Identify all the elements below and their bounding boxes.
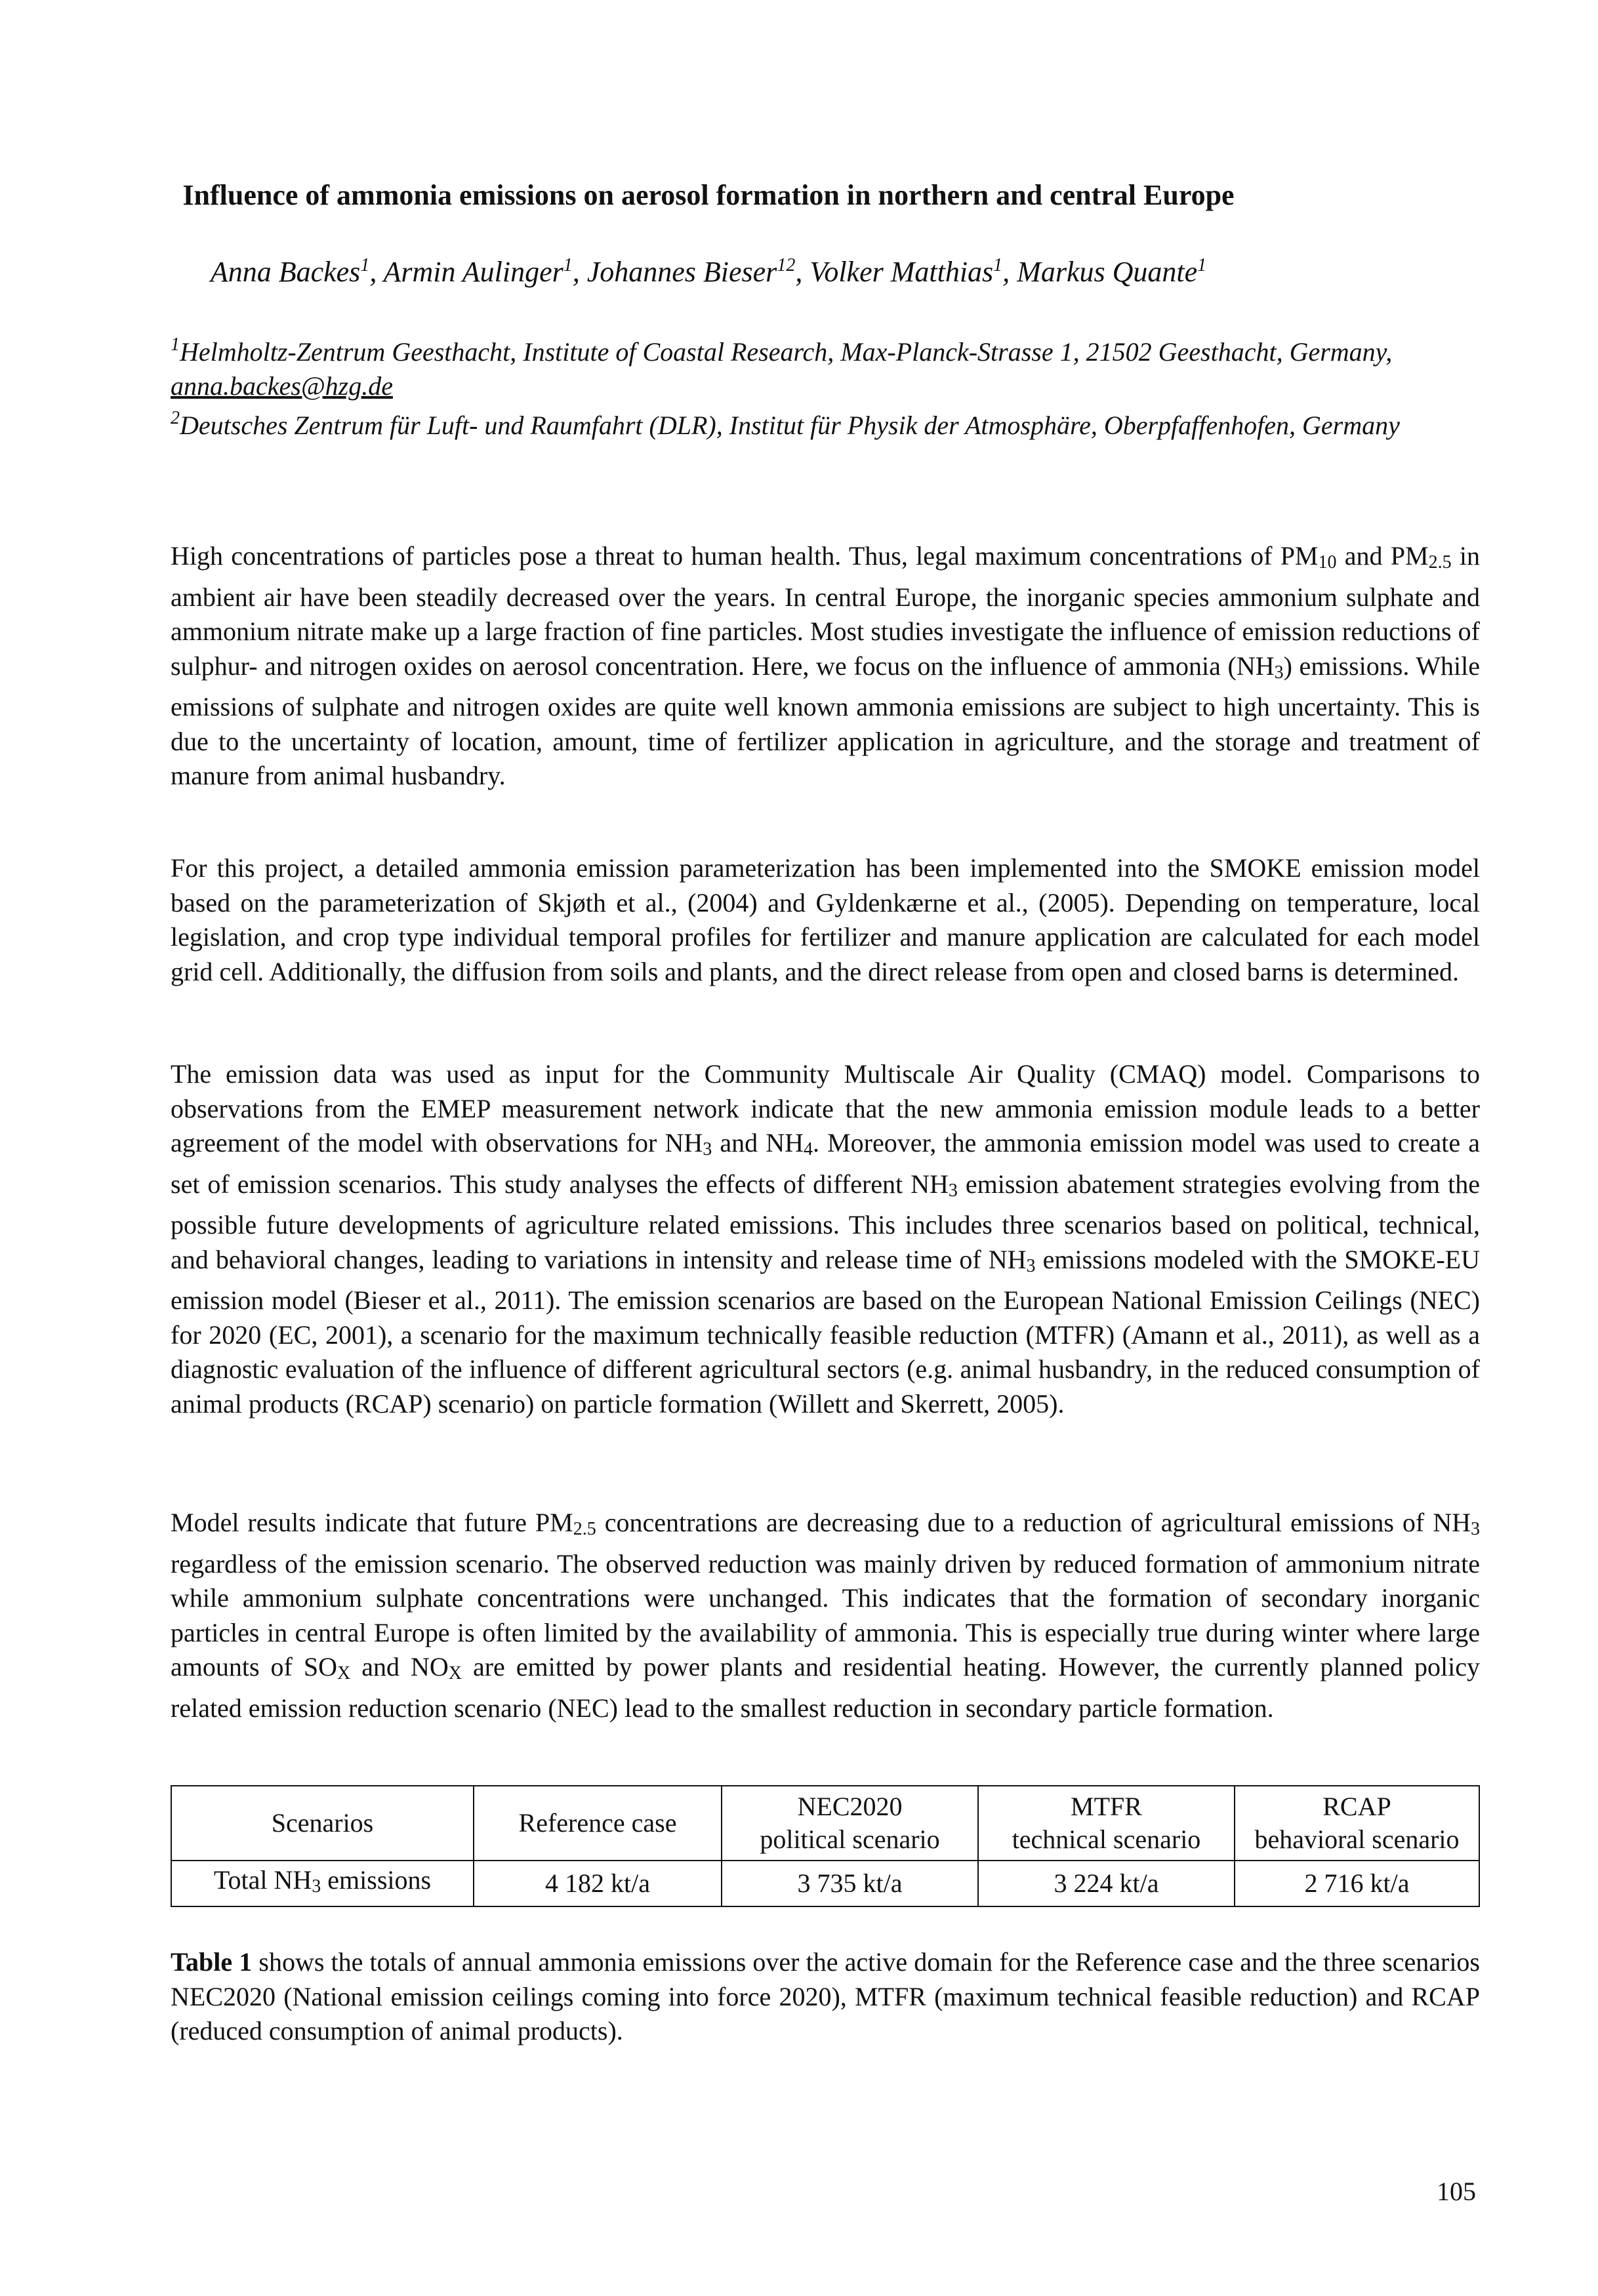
author-list bbox=[171, 254, 1246, 290]
author: Armin Aulinger$^1$, bbox=[383, 255, 587, 288]
author-email-link[interactable]: anna.backes@hzg.de bbox=[171, 371, 393, 401]
paragraph-methods: For this project, a detailed ammonia emission parameterization has been implemented into the SMOKE emission model based on the parameterization of Skjøth et al., (2004) and Gyldenkærne et al., (2005). Depending on temperature, local legislation, and crop type individual temporal profiles for fertilizer and manure application are calculated for each model grid cell. Additionally, the diffusion from soils and plants, and the direct release from open and closed barns is determined. bbox=[171, 853, 1480, 986]
table-header-cell: RCAP behavioral scenario bbox=[1235, 1786, 1479, 1861]
author: Johannes Bieser$^{12}$, bbox=[586, 255, 810, 288]
author: Markus Quante$^1$ bbox=[1017, 255, 1207, 288]
author: Anna Backes$^1$, bbox=[210, 255, 384, 288]
table-header-cell: NEC2020 political scenario bbox=[722, 1786, 978, 1861]
table-row bbox=[171, 1861, 1479, 1906]
affiliation-1: $^1$Helmholtz-Zentrum Geesthacht, Institute of Coastal Research, Max-Planck-Strasse 1, 21502 Geesthacht, Germany, anna.backes@hzg.de bbox=[171, 334, 1393, 401]
affiliation-2: $^2$Deutsches Zentrum für Luft- und Raumfahrt (DLR), Institut für Physik der Atmosphäre, Oberpfaffenhofen, Germany bbox=[171, 408, 1400, 440]
table-header-cell: Reference case bbox=[474, 1786, 722, 1861]
table-cell: 4 182 kt/a bbox=[474, 1861, 722, 1906]
author: Volker Matthias$^1$, bbox=[809, 255, 1017, 288]
paragraph-scenarios: The emission data was used as input for the Community Multiscale Air Quality (CMAQ) model. Comparisons to observations from the EMEP measurement network indicate that the new ammonia emission module leads to a better agreement of the model with observations for $NH_3$ and $NH_4$. Moreover, the ammonia emission model was used to create a set of emission scenarios. This study analyses the effects of different $NH_3$ emission abatement strategies evolving from the possible future developments of agriculture related emissions. This includes three scenarios based on political, technical, and behavioral changes, leading to variations in intensity and release time of $NH_3$ emissions modeled with the SMOKE-EU emission model (Bieser et al., 2011). The emission scenarios are based on the European National Emission Ceilings (NEC) for 2020 (EC, 2001), a scenario for the maximum technically feasible reduction (MTFR) (Amann et al., 2011), as well as a diagnostic evaluation of the influence of different agricultural sectors (e.g. animal husbandry, in the reduced consumption of animal products (RCAP) scenario) on particle formation (Willett and Skerrett, 2005). bbox=[171, 1059, 1480, 1419]
table-header-cell: Scenarios bbox=[171, 1786, 474, 1861]
paper-title: Influence of ammonia emissions on aerosol formation in northern and central Europe bbox=[182, 179, 1235, 211]
table-header-cell: MTFR technical scenario bbox=[978, 1786, 1235, 1861]
table-cell: 2 716 kt/a bbox=[1235, 1861, 1479, 1906]
table-header-row bbox=[171, 1786, 1479, 1861]
table-cell: Total $NH_3$ emissions bbox=[171, 1861, 474, 1906]
paragraph-results: Model results indicate that future $PM_{2.5}$ concentrations are decreasing due to a reduction of agricultural emissions of $NH_3$ regardless of the emission scenario. The observed reduction was mainly driven by reduced formation of ammonium nitrate while ammonium sulphate concentrations were unchanged. This indicates that the formation of secondary inorganic particles in central Europe is often limited by the availability of ammonia. This is especially true during winter where large amounts of $SO_X$ and $NO_X$ are emitted by power plants and residential heating. However, the currently planned policy related emission reduction scenario (NEC) lead to the smallest reduction in secondary particle formation. bbox=[171, 1508, 1480, 1723]
table-cell: 3 224 kt/a bbox=[978, 1861, 1235, 1906]
page-number: 105 bbox=[1437, 2177, 1476, 2206]
table-caption: Table 1 shows the totals of annual ammonia emissions over the active domain for the Reference case and the three scenarios NEC2020 (National emission ceilings coming into force 2020), MTFR (maximum technical feasible reduction) and RCAP (reduced consumption of animal products). bbox=[171, 1947, 1480, 2045]
paragraph-intro: High concentrations of particles pose a threat to human health. Thus, legal maximum concentrations of $PM_{10}$ and $PM_{2.5}$ in ambient air have been steadily decreased over the years. In central Europe, the inorganic species ammonium sulphate and ammonium nitrate make up a large fraction of fine particles. Most studies investigate the influence of emission reductions of sulphur- and nitrogen oxides on aerosol concentration. Here, we focus on the influence of ammonia $(NH_3)$ emissions. While emissions of sulphate and nitrogen oxides are quite well known ammonia emissions are subject to high uncertainty. This is due to the uncertainty of location, amount, time of fertilizer application in agriculture, and the storage and treatment of manure from animal husbandry. bbox=[171, 541, 1480, 790]
emissions-table bbox=[171, 1785, 1480, 1907]
table-cell: 3 735 kt/a bbox=[722, 1861, 978, 1906]
